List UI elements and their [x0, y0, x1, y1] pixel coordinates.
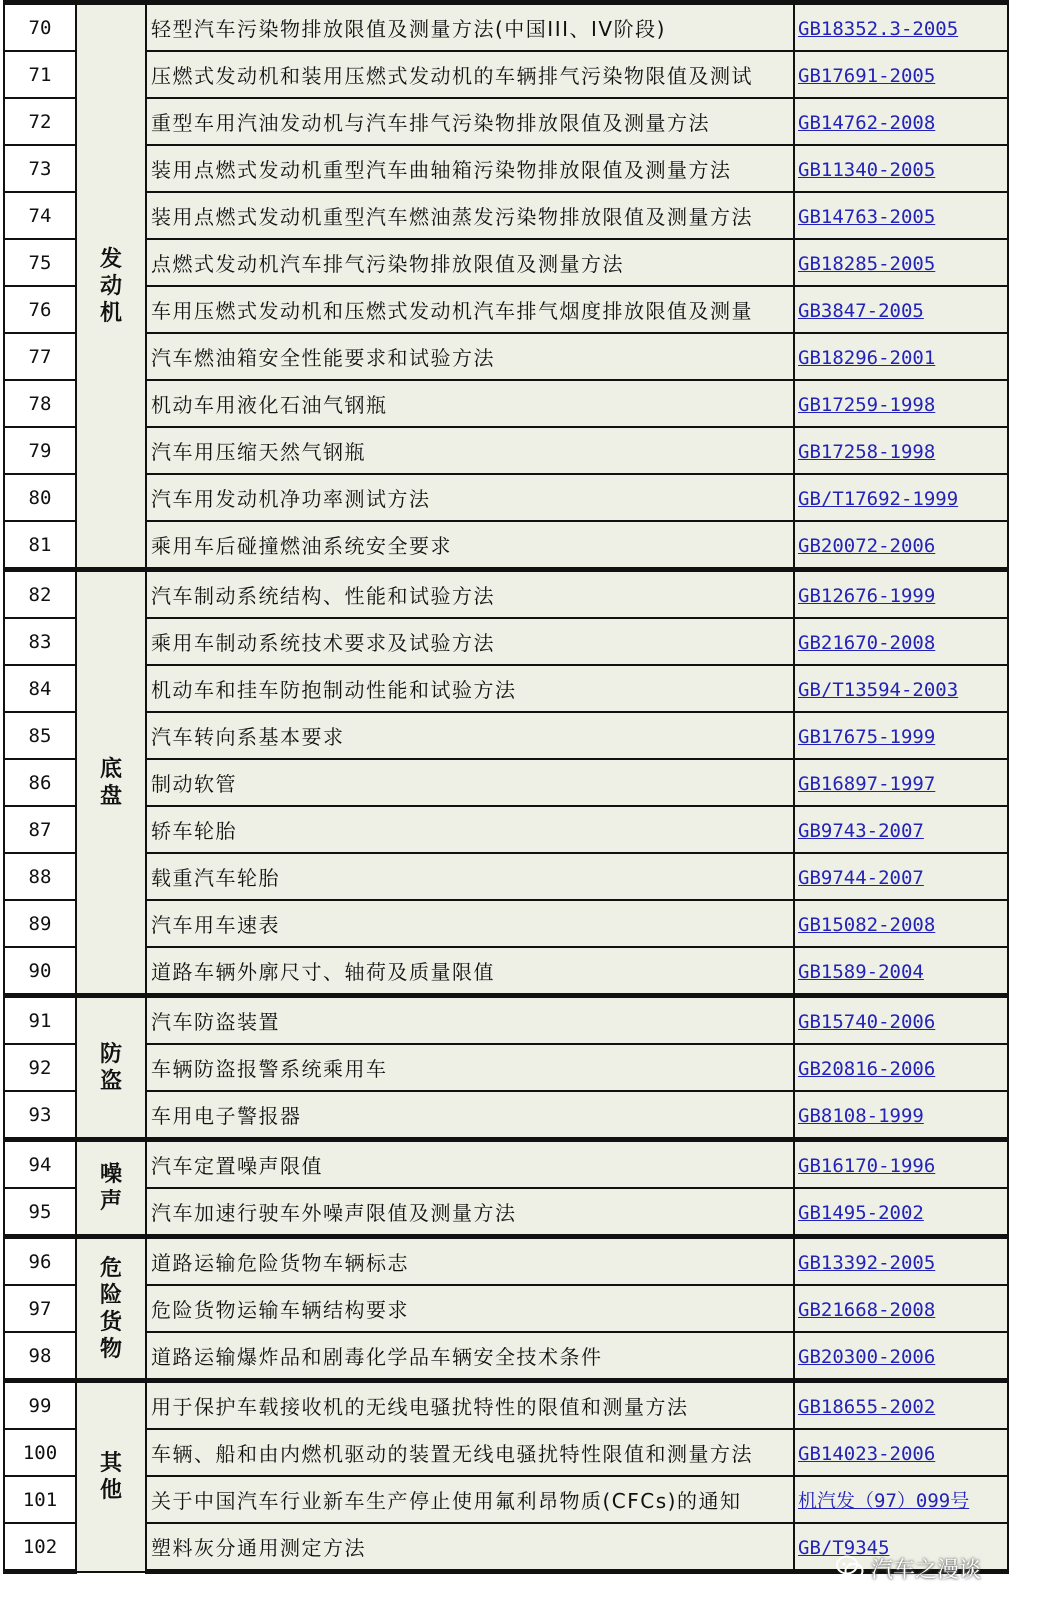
row-number: 86: [4, 759, 76, 806]
standard-title: 汽车制动系统结构、性能和试验方法: [146, 570, 794, 619]
standard-code-cell: [794, 947, 1008, 996]
standard-code-cell: [794, 286, 1008, 333]
standard-code-cell: [794, 380, 1008, 427]
standard-code-cell: [794, 1140, 1008, 1189]
standard-code-cell: [794, 900, 1008, 947]
category-label: 危险货物: [99, 1255, 122, 1362]
table-row: [4, 1044, 1008, 1091]
standard-title: 车用压燃式发动机和压燃式发动机汽车排气烟度排放限值及测量: [146, 286, 794, 333]
standard-code-cell: [794, 759, 1008, 806]
category-label: 防盗: [99, 1041, 122, 1094]
table-row: [4, 1476, 1008, 1523]
wechat-icon: [835, 1553, 865, 1583]
watermark-text: 汽车之漫谈: [870, 1557, 981, 1583]
standard-code-link[interactable]: GB9743-2007: [798, 819, 924, 842]
standard-title: 汽车用车速表: [146, 900, 794, 947]
standard-code-cell: [794, 1381, 1008, 1430]
standard-title: 汽车加速行驶车外噪声限值及测量方法: [146, 1188, 794, 1237]
standard-title: 机动车和挂车防抱制动性能和试验方法: [146, 665, 794, 712]
category-cell: [76, 996, 146, 1140]
standards-table: [3, 0, 1009, 1574]
standard-code-link[interactable]: GB11340-2005: [798, 158, 936, 181]
row-number: 80: [4, 474, 76, 521]
standard-title: 道路车辆外廓尺寸、轴荷及质量限值: [146, 947, 794, 996]
row-number: 77: [4, 333, 76, 380]
standard-title: 制动软管: [146, 759, 794, 806]
table-row: [4, 98, 1008, 145]
standard-title: 道路运输危险货物车辆标志: [146, 1237, 794, 1286]
category-cell: [76, 1237, 146, 1381]
row-number: 70: [4, 3, 76, 52]
table-row: [4, 665, 1008, 712]
standard-title: 重型车用汽油发动机与汽车排气污染物排放限值及测量方法: [146, 98, 794, 145]
standard-code-link[interactable]: GB12676-1999: [798, 584, 936, 607]
standard-code-cell: [794, 145, 1008, 192]
standard-code-link[interactable]: GB/T9345: [798, 1536, 890, 1559]
row-number: 98: [4, 1332, 76, 1381]
row-number: 74: [4, 192, 76, 239]
standard-title: 装用点燃式发动机重型汽车燃油蒸发污染物排放限值及测量方法: [146, 192, 794, 239]
standard-code-link[interactable]: 机汽发（97）099号: [798, 1490, 970, 1512]
table-row: [4, 900, 1008, 947]
table-row: [4, 192, 1008, 239]
standard-code-cell: [794, 712, 1008, 759]
table-row: [4, 1381, 1008, 1430]
standard-code-link[interactable]: GB1495-2002: [798, 1201, 924, 1224]
standards-table-body: [4, 3, 1008, 1572]
category-cell: [76, 1381, 146, 1572]
row-number: 100: [4, 1429, 76, 1476]
row-number: 93: [4, 1091, 76, 1140]
standard-title: 乘用车制动系统技术要求及试验方法: [146, 618, 794, 665]
row-number: 89: [4, 900, 76, 947]
row-number: 94: [4, 1140, 76, 1189]
row-number: 88: [4, 853, 76, 900]
table-row: [4, 1285, 1008, 1332]
standard-code-link[interactable]: GB17259-1998: [798, 393, 936, 416]
row-number: 101: [4, 1476, 76, 1523]
standard-code-cell: [794, 427, 1008, 474]
category-label: 噪声: [99, 1162, 122, 1214]
standard-title: 汽车用压缩天然气钢瓶: [146, 427, 794, 474]
row-number: 71: [4, 51, 76, 98]
standard-code-link[interactable]: GB21670-2008: [798, 631, 936, 654]
row-number: 75: [4, 239, 76, 286]
standard-code-link[interactable]: GB15740-2006: [798, 1010, 936, 1033]
row-number: 79: [4, 427, 76, 474]
standard-title: 塑料灰分通用测定方法: [146, 1523, 794, 1572]
row-number: 91: [4, 996, 76, 1045]
table-row: [4, 570, 1008, 619]
standard-title: 汽车用发动机净功率测试方法: [146, 474, 794, 521]
watermark: [835, 1551, 981, 1585]
row-number: 73: [4, 145, 76, 192]
table-row: [4, 3, 1008, 52]
row-number: 92: [4, 1044, 76, 1091]
table-row: [4, 1140, 1008, 1189]
standard-code-link[interactable]: GB1589-2004: [798, 960, 924, 983]
standard-code-cell: [794, 996, 1008, 1045]
category-label: 其他: [99, 1450, 122, 1503]
table-row: [4, 333, 1008, 380]
table-row: [4, 1332, 1008, 1381]
standard-code-cell: [794, 570, 1008, 619]
standard-code-cell: [794, 51, 1008, 98]
standard-code-link[interactable]: GB18285-2005: [798, 252, 936, 275]
table-row: [4, 474, 1008, 521]
standard-title: 关于中国汽车行业新车生产停止使用氟利昂物质(CFCs)的通知: [146, 1476, 794, 1523]
standard-code-link[interactable]: GB20816-2006: [798, 1057, 936, 1080]
standard-code-cell: [794, 1188, 1008, 1237]
row-number: 97: [4, 1285, 76, 1332]
standard-code-link[interactable]: GB21668-2008: [798, 1298, 936, 1321]
category-cell: [76, 1140, 146, 1237]
row-number: 72: [4, 98, 76, 145]
table-row: [4, 1188, 1008, 1237]
standard-code-link[interactable]: GB18296-2001: [798, 346, 936, 369]
row-number: 95: [4, 1188, 76, 1237]
standard-code-cell: [794, 3, 1008, 52]
standard-title: 车辆、船和由内燃机驱动的装置无线电骚扰特性限值和测量方法: [146, 1429, 794, 1476]
standard-code-link[interactable]: GB18655-2002: [798, 1395, 936, 1418]
row-number: 82: [4, 570, 76, 619]
standard-title: 机动车用液化石油气钢瓶: [146, 380, 794, 427]
category-label: 发动机: [99, 246, 122, 326]
standard-code-link[interactable]: GB17258-1998: [798, 440, 936, 463]
table-row: [4, 1091, 1008, 1140]
row-number: 102: [4, 1523, 76, 1572]
standard-code-link[interactable]: GB16897-1997: [798, 772, 936, 795]
row-number: 85: [4, 712, 76, 759]
table-row: [4, 712, 1008, 759]
standard-title: 轻型汽车污染物排放限值及测量方法(中国III、IV阶段): [146, 3, 794, 52]
standard-code-link[interactable]: GB13392-2005: [798, 1251, 936, 1274]
table-row: [4, 286, 1008, 333]
category-label: 底盘: [99, 756, 122, 809]
standard-code-link[interactable]: GB14023-2006: [798, 1442, 936, 1465]
standard-code-link[interactable]: GB20300-2006: [798, 1345, 936, 1368]
standard-code-link[interactable]: GB15082-2008: [798, 913, 936, 936]
standard-code-cell: [794, 618, 1008, 665]
standard-code-cell: [794, 192, 1008, 239]
standard-title: 点燃式发动机汽车排气污染物排放限值及测量方法: [146, 239, 794, 286]
standard-title: 装用点燃式发动机重型汽车曲轴箱污染物排放限值及测量方法: [146, 145, 794, 192]
table-row: [4, 427, 1008, 474]
standard-title: 乘用车后碰撞燃油系统安全要求: [146, 521, 794, 570]
row-number: 76: [4, 286, 76, 333]
standard-code-link[interactable]: GB17691-2005: [798, 64, 936, 87]
row-number: 84: [4, 665, 76, 712]
category-cell: [76, 3, 146, 570]
standard-code-link[interactable]: GB17675-1999: [798, 725, 936, 748]
standard-code-cell: [794, 98, 1008, 145]
standard-code-cell: [794, 1091, 1008, 1140]
standard-code-cell: [794, 1237, 1008, 1286]
standard-code-link[interactable]: GB18352.3-2005: [798, 17, 959, 40]
table-row: [4, 145, 1008, 192]
table-row: [4, 618, 1008, 665]
standard-code-link[interactable]: GB9744-2007: [798, 866, 924, 889]
standard-code-link[interactable]: GB/T13594-2003: [798, 678, 959, 701]
table-row: [4, 380, 1008, 427]
row-number: 96: [4, 1237, 76, 1286]
table-row: [4, 521, 1008, 570]
standard-code-cell: [794, 853, 1008, 900]
table-row: [4, 51, 1008, 98]
table-row: [4, 1429, 1008, 1476]
row-number: 90: [4, 947, 76, 996]
standard-title: 危险货物运输车辆结构要求: [146, 1285, 794, 1332]
row-number: 83: [4, 618, 76, 665]
standard-code-link[interactable]: GB14762-2008: [798, 111, 936, 134]
standard-code-cell: [794, 474, 1008, 521]
standard-code-cell: [794, 1044, 1008, 1091]
standard-code-cell: [794, 239, 1008, 286]
standard-title: 用于保护车载接收机的无线电骚扰特性的限值和测量方法: [146, 1381, 794, 1430]
standard-code-link[interactable]: GB8108-1999: [798, 1104, 924, 1127]
table-row: [4, 1237, 1008, 1286]
row-number: 99: [4, 1381, 76, 1430]
standard-title: 汽车转向系基本要求: [146, 712, 794, 759]
standard-code-cell: [794, 521, 1008, 570]
row-number: 78: [4, 380, 76, 427]
standard-title: 道路运输爆炸品和剧毒化学品车辆安全技术条件: [146, 1332, 794, 1381]
category-cell: [76, 570, 146, 996]
standard-code-link[interactable]: GB20072-2006: [798, 534, 936, 557]
table-row: [4, 853, 1008, 900]
standard-title: 汽车燃油箱安全性能要求和试验方法: [146, 333, 794, 380]
standard-title: 车辆防盗报警系统乘用车: [146, 1044, 794, 1091]
standard-code-cell: [794, 806, 1008, 853]
standard-code-cell: [794, 665, 1008, 712]
standard-code-link[interactable]: GB16170-1996: [798, 1154, 936, 1177]
table-row: [4, 239, 1008, 286]
standard-code-link[interactable]: GB14763-2005: [798, 205, 936, 228]
row-number: 87: [4, 806, 76, 853]
standard-title: 轿车轮胎: [146, 806, 794, 853]
row-number: 81: [4, 521, 76, 570]
standard-code-cell: [794, 1476, 1008, 1523]
standard-code-cell: [794, 333, 1008, 380]
table-row: [4, 996, 1008, 1045]
table-row: [4, 759, 1008, 806]
standard-code-link[interactable]: GB/T17692-1999: [798, 487, 959, 510]
table-row: [4, 947, 1008, 996]
standard-title: 车用电子警报器: [146, 1091, 794, 1140]
standard-title: 压燃式发动机和装用压燃式发动机的车辆排气污染物限值及测试: [146, 51, 794, 98]
standard-code-link[interactable]: GB3847-2005: [798, 299, 924, 322]
table-row: [4, 806, 1008, 853]
standard-code-cell: [794, 1285, 1008, 1332]
standard-code-cell: [794, 1429, 1008, 1476]
standard-title: 汽车防盗装置: [146, 996, 794, 1045]
standard-code-cell: [794, 1332, 1008, 1381]
standard-title: 载重汽车轮胎: [146, 853, 794, 900]
standard-title: 汽车定置噪声限值: [146, 1140, 794, 1189]
